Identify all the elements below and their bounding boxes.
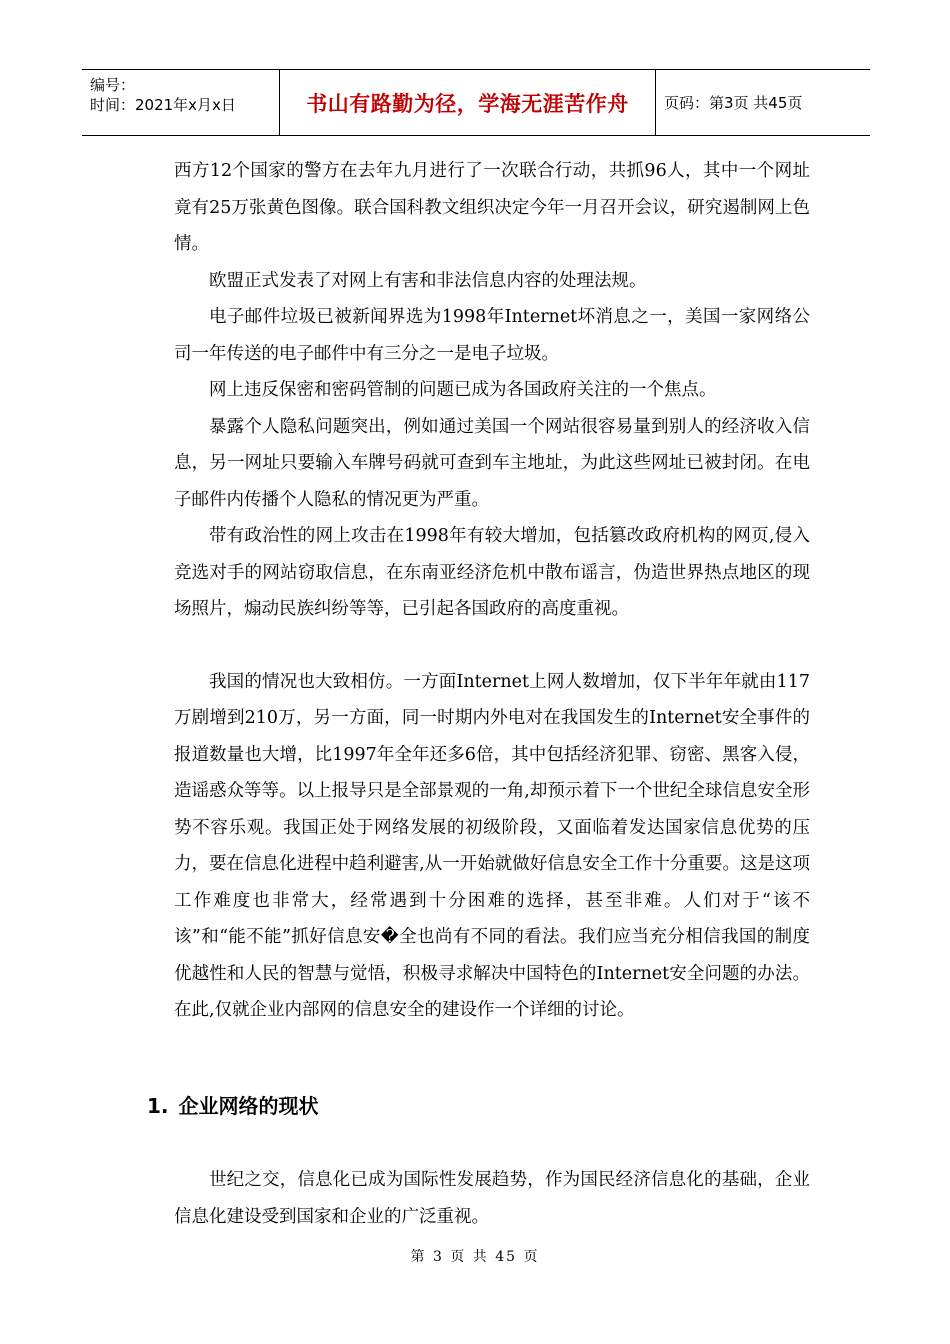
section-heading: [147, 1090, 319, 1119]
paragraph: 网上违反保密和密码管制的问题已成为各国政府关注的一个焦点。: [209, 380, 717, 400]
paragraph: 世纪之交，信息化已成为国际性发展趋势，作为国民经济信息化的基础，企业信息化建设受到国家和企业的广泛重视。: [174, 1170, 810, 1227]
page-footer: 第 3 页 共 45 页: [410, 1249, 540, 1265]
header-page-info: 页码：第3页 共45页: [664, 94, 803, 112]
body-text: [174, 153, 810, 1029]
header-meta: [82, 70, 280, 135]
paragraph: 带有政治性的网上攻击在1998年有较大增加，包括篡改政府机构的网页,侵入竞选对手的网站窃取信息，在东南亚经济危机中散布谣言，伪造世界热点地区的现场照片，煽动民族纠纷等等，已引起各国政府的高度重视。: [174, 526, 810, 619]
section-title: 企业网络的现状: [178, 1094, 319, 1118]
paragraph-gap: [174, 628, 810, 664]
page-header: [82, 69, 870, 136]
paragraph: 暴露个人隐私问题突出，例如通过美国一个网站很容易量到别人的经济收入信息，另一网址只要输入车牌号码就可查到车主地址，为此这些网址已被封闭。在电子邮件内传播个人隐私的情况更为严重。: [174, 416, 810, 510]
section-number: 1.: [147, 1094, 169, 1118]
header-motto: 书山有路勤为径，学海无涯苦作舟: [306, 91, 629, 116]
paragraph: 欧盟正式发表了对网上有害和非法信息内容的处理法规。: [209, 270, 647, 291]
paragraph: 我国的情况也大致相仿。一方面Internet上网人数增加，仅下半年年就由117万剧增到210万，另一方面，同一时期内外电对在我国发生的Internet安全事件的报道数量也大增，比1997年全年还多6倍，其中包括经济犯罪、窃密、黑客入侵，造谣惑众等等。以上报导只是全部景观的一角,却预示着下一个世纪全球信息安全形势不容乐观。我国正处于网络发展的初级阶段，又面临着发达国家信息优势的压力，要在信息化进程中趋利避害,从一开始就做好信息安全工作十分重要。这是这项工作难度也非常大，经常遇到十分困难的选择，甚至非难。人们对于“该不该”和“能不能”抓好信息安�全也尚有不同的看法。我们应当充分相信我国的制度优越性和人民的智慧与觉悟，积极寻求解决中国特色的Internet安全问题的办法。在此,仅就企业内部网的信息安全的建设作一个详细的讨论。: [174, 671, 810, 1020]
header-number: 编号：: [90, 76, 136, 94]
paragraph: 电子邮件垃圾已被新闻界选为1998年Internet坏消息之一，美国一家网络公司一年传送的电子邮件中有三分之一是电子垃圾。: [174, 307, 810, 364]
header-motto-cell: [280, 70, 656, 135]
header-time: 时间：2021年x月x日: [90, 96, 236, 114]
paragraph: 西方12个国家的警方在去年九月进行了一次联合行动，共抓96人，其中一个网址竟有25万张黄色图像。联合国科教文组织决定今年一月召开会议，研究遏制网上色情。: [174, 161, 810, 254]
section-body: [174, 1162, 810, 1235]
